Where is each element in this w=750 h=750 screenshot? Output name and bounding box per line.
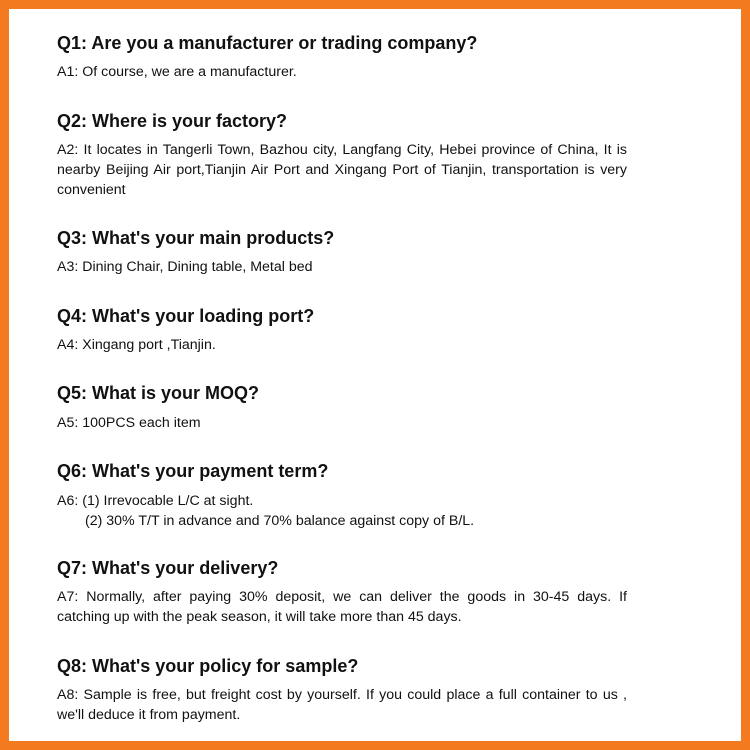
faq-answer-6-line-2: (2) 30% T/T in advance and 70% balance against copy of B/L. xyxy=(85,513,475,529)
faq-question-6: Q6: What's your payment term? xyxy=(57,461,329,481)
faq-answer-1: A1: Of course, we are a manufacturer. xyxy=(57,64,297,80)
faq-question-4: Q4: What's your loading port? xyxy=(57,306,315,326)
faq-answer-3: A3: Dining Chair, Dining table, Metal bed xyxy=(57,259,313,275)
faq-question-5: Q5: What is your MOQ? xyxy=(57,383,260,403)
faq-question-2: Q2: Where is your factory? xyxy=(57,111,288,131)
faq-answer-6-line-1: A6: (1) Irrevocable L/C at sight. xyxy=(57,493,254,509)
faq-answer-7: A7: Normally, after paying 30% deposit, we can deliver the goods in 30-45 days. If catching up with the peak season, it will take more than 45 days. xyxy=(57,589,627,625)
faq-answer-6 xyxy=(57,491,627,531)
faq-answer-4: A4: Xingang port ,Tianjin. xyxy=(57,337,216,353)
faq-question-3: Q3: What's your main products? xyxy=(57,228,335,248)
faq-answer-8: A8: Sample is free, but freight cost by yourself. If you could place a full container to us , we'll deduce it from payment. xyxy=(57,687,627,723)
faq-answer-5: A5: 100PCS each item xyxy=(57,415,201,431)
faq-answer-2: A2: It locates in Tangerli Town, Bazhou city, Langfang City, Hebei province of China, It is nearby Beijing Air port,Tianjin Air Port and Xingang Port of Tianjin, transportation is very convenient xyxy=(57,142,627,198)
faq-question-7: Q7: What's your delivery? xyxy=(57,558,279,578)
faq-question-8: Q8: What's your policy for sample? xyxy=(57,656,359,676)
faq-question-1: Q1: Are you a manufacturer or trading company? xyxy=(57,33,478,53)
